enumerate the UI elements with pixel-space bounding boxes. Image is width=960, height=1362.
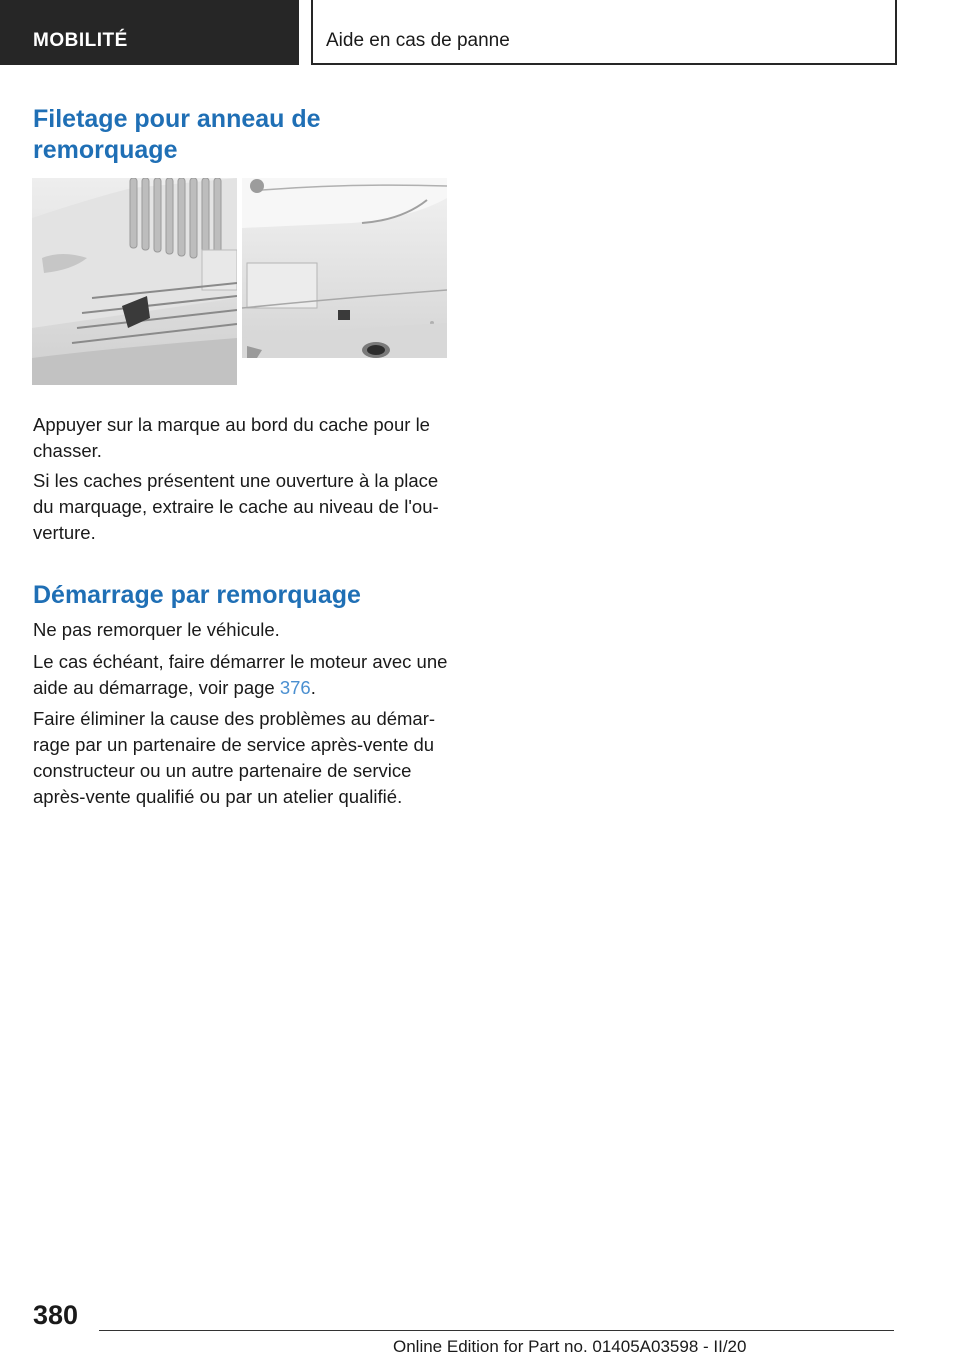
header-section-label: MOBILITÉ <box>33 30 128 51</box>
paragraph-service-partner: Faire éliminer la cause des problèmes au démar-rage par un partenaire de service après-vente du constructeur ou un autre partenaire de service après-vente qualifié ou par un atelier qualifié. <box>33 708 436 807</box>
header-chapter-label: Aide en cas de panne <box>326 30 510 51</box>
towing-eye-cover-illustration <box>32 178 447 385</box>
paragraph-opening-cover: Si les caches présentent une ouverture à la place du marquage, extraire le cache au niveau de l'ou-verture. <box>33 470 439 543</box>
jump-start-text: Le cas échéant, faire démarrer le moteur avec une aide au démarrage, voir page <box>33 651 448 698</box>
page-number: 380 <box>33 1300 79 1330</box>
paragraph-no-towing: Ne pas remorquer le véhicule. <box>33 619 280 640</box>
paragraph-jump-start <box>33 649 453 701</box>
rear-bumper-view <box>242 178 447 358</box>
paragraph-press-mark: Appuyer sur la marque au bord du cache pour le chasser. <box>33 414 430 461</box>
section-heading-towing-eye: Filetage pour anneau de remorquage <box>33 105 321 164</box>
jump-start-period: . <box>310 677 316 698</box>
front-bumper-view <box>32 178 237 385</box>
footer-edition: Online Edition for Part no. 01405A03598 - II/20 <box>393 1337 747 1356</box>
section-heading-tow-start: Démarrage par remorquage <box>33 581 361 609</box>
page-link-376[interactable]: 376 <box>279 677 311 698</box>
header-section-tab <box>0 0 299 65</box>
header-chapter-box <box>311 0 897 65</box>
footer-divider <box>99 1330 894 1331</box>
